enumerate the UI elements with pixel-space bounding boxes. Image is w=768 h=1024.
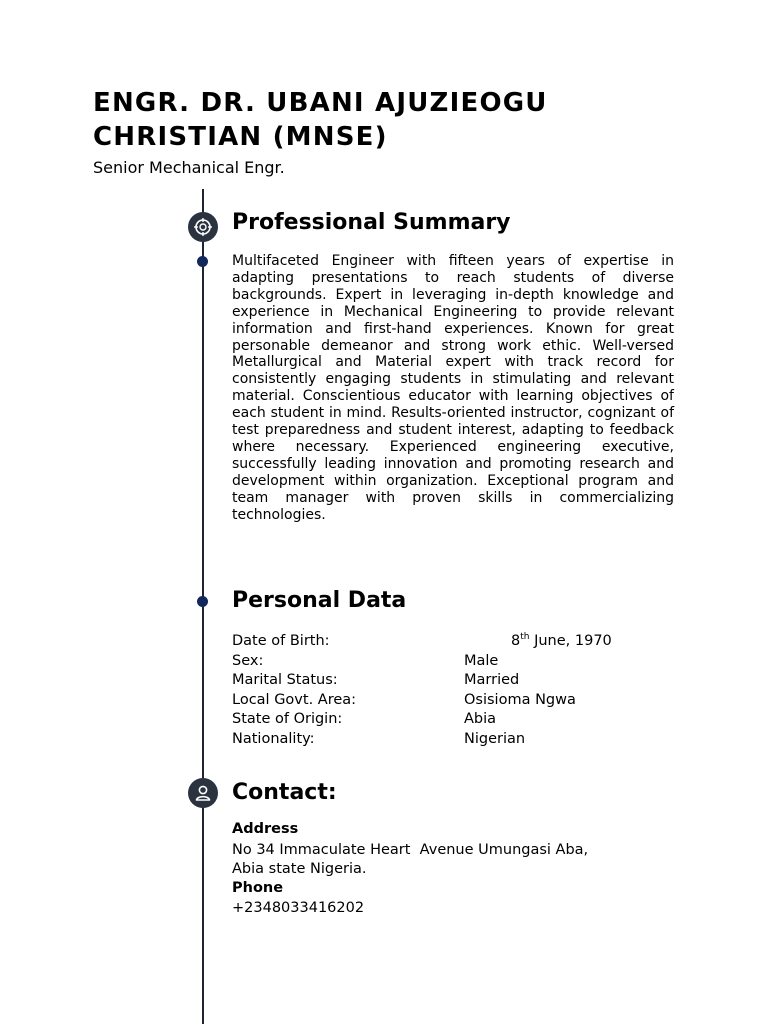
personal-row-sex: Sex: Male xyxy=(232,653,499,669)
section-title-contact: Contact: xyxy=(232,780,337,805)
personal-row-dob xyxy=(232,631,672,651)
summary-text: Multifaceted Engineer with fifteen years of expertise in adapting presentations to reach students of diverse backgrounds. Expert in leveraging in-depth knowledge and experience in Mechanical Engineering to provide relevant information and first-hand experiences. Known for great personable demeanor and strong work ethic. Well-versed Metallurgical and Material expert with track record for consistently engaging students in stimulating and relevant material. Conscientious educator with learning objectives of each student in mind. Results-oriented instructor, cognizant of test preparedness and student interest, adapting to feedback where necessary. Experienced engineering executive, successfully leading innovation and promoting research and development within organization. Exceptional program and team manager with proven skills in commercializing technologies. xyxy=(232,253,674,523)
candidate-name xyxy=(93,86,713,154)
name-line-1: ENGR. DR. UBANI AJUZIEOGU xyxy=(93,88,548,118)
dob-label: Date of Birth: xyxy=(232,633,330,649)
timeline-dot-personal xyxy=(197,596,208,607)
target-icon xyxy=(188,212,218,242)
section-title-personal: Personal Data xyxy=(232,588,407,613)
phone-number: +2348033416202 xyxy=(232,900,365,916)
phone-label: Phone xyxy=(232,880,284,896)
address-label: Address xyxy=(232,821,299,837)
person-icon xyxy=(188,778,218,808)
personal-row-lga: Local Govt. Area: Osisioma Ngwa xyxy=(232,692,576,708)
personal-row-nationality: Nationality: Nigerian xyxy=(232,731,526,747)
name-line-2: CHRISTIAN (MNSE) xyxy=(93,122,388,152)
personal-row-state: State of Origin: Abia xyxy=(232,711,497,727)
dob-value: 8th June, 1970 xyxy=(511,632,612,649)
personal-row-marital: Marital Status: Married xyxy=(232,672,520,688)
job-title: Senior Mechanical Engr. xyxy=(93,158,285,177)
section-title-summary: Professional Summary xyxy=(232,210,511,235)
address-line-2: Abia state Nigeria. xyxy=(232,861,367,877)
address-line-1: No 34 Immaculate Heart Avenue Umungasi Aba, xyxy=(232,842,589,858)
timeline-dot-summary xyxy=(197,256,208,267)
